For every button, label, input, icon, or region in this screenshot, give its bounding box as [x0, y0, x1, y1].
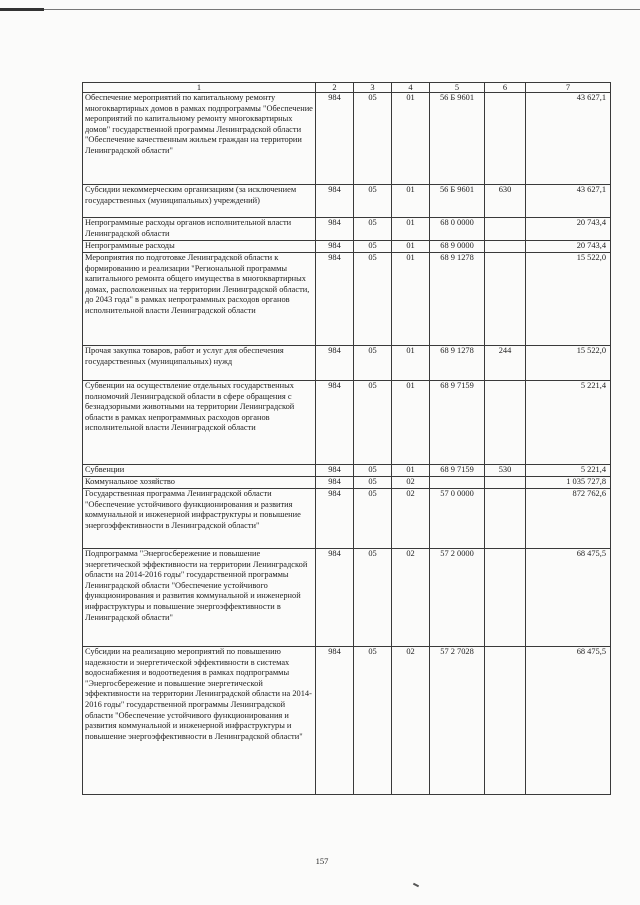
row-code-6	[485, 477, 526, 489]
table-row	[83, 241, 611, 253]
table-row	[83, 477, 611, 489]
row-name: Мероприятия по подготовке Ленинградской области к формированию и реализации "Региональной программы капитального ремонта общего имущества в многоквартирных домах, расположенных на территории Ленинградской области, до 2043 года" в рамках непрограммных расходов органов исполнительной власти Ленинградской области	[83, 253, 316, 346]
row-code-5	[430, 477, 485, 489]
row-code-6	[485, 93, 526, 185]
row-code-4: 01	[392, 253, 430, 346]
row-code-6	[485, 241, 526, 253]
header-cell-6: 6	[485, 83, 526, 93]
row-amount: 5 221,4	[526, 381, 611, 465]
row-code-3: 05	[354, 253, 392, 346]
row-code-6	[485, 647, 526, 795]
row-name: Коммунальное хозяйство	[83, 477, 316, 489]
row-amount: 43 627,1	[526, 93, 611, 185]
table-row	[83, 253, 611, 346]
row-code-5: 57 0 0000	[430, 489, 485, 549]
row-code-5: 68 0 0000	[430, 218, 485, 241]
header-cell-3: 3	[354, 83, 392, 93]
row-name: Прочая закупка товаров, работ и услуг для обеспечения государственных (муниципальных) нужд	[83, 346, 316, 381]
row-code-4: 02	[392, 549, 430, 647]
row-amount: 20 743,4	[526, 218, 611, 241]
header-cell-1: 1	[83, 83, 316, 93]
table-row	[83, 346, 611, 381]
row-code-6	[485, 549, 526, 647]
row-code-5: 57 2 7028	[430, 647, 485, 795]
row-name: Непрограммные расходы органов исполнительной власти Ленинградской области	[83, 218, 316, 241]
table-header-row	[83, 83, 611, 93]
row-code-4: 01	[392, 346, 430, 381]
row-code-4: 02	[392, 647, 430, 795]
row-code-2: 984	[316, 647, 354, 795]
table-row	[83, 218, 611, 241]
row-code-5: 56 Б 9601	[430, 185, 485, 218]
row-name: Субсидии на реализацию мероприятий по повышению надежности и энергетической эффективности в системах водоснабжения и водоотведения в рамках подпрограммы "Энергосбережение и повышение энергетической эффективности на территории Ленинградской области на 2014-2016 годы" государственной программы Ленинградской области "Обеспечение устойчивого функционирования и развития коммунальной и инженерной инфраструктуры и повышение энергоэффективности в Ленинградской области"	[83, 647, 316, 795]
table-row	[83, 185, 611, 218]
row-code-2: 984	[316, 477, 354, 489]
table-row	[83, 647, 611, 795]
row-name: Непрограммные расходы	[83, 241, 316, 253]
row-name: Субвенции	[83, 465, 316, 477]
table-row	[83, 549, 611, 647]
header-cell-5: 5	[430, 83, 485, 93]
row-code-2: 984	[316, 93, 354, 185]
row-code-3: 05	[354, 647, 392, 795]
row-code-3: 05	[354, 218, 392, 241]
row-code-6	[485, 218, 526, 241]
row-code-2: 984	[316, 465, 354, 477]
row-code-2: 984	[316, 185, 354, 218]
header-cell-2: 2	[316, 83, 354, 93]
row-amount: 872 762,6	[526, 489, 611, 549]
row-code-6: 244	[485, 346, 526, 381]
row-code-6	[485, 253, 526, 346]
row-amount: 68 475,5	[526, 549, 611, 647]
row-code-3: 05	[354, 489, 392, 549]
row-code-4: 01	[392, 185, 430, 218]
row-name: Государственная программа Ленинградской области "Обеспечение устойчивого функционирования и развития коммунальной и инженерной инфраструктуры и повышение энергоэффективности в Ленинградской области"	[83, 489, 316, 549]
row-code-2: 984	[316, 381, 354, 465]
scan-top-line	[44, 9, 640, 10]
page-number: 157	[315, 856, 329, 866]
row-code-4: 02	[392, 477, 430, 489]
row-code-5: 68 9 1278	[430, 346, 485, 381]
scan-speck	[413, 883, 419, 888]
row-code-2: 984	[316, 253, 354, 346]
row-code-3: 05	[354, 185, 392, 218]
table-row	[83, 93, 611, 185]
row-code-5: 56 Б 9601	[430, 93, 485, 185]
row-amount: 43 627,1	[526, 185, 611, 218]
row-amount: 1 035 727,8	[526, 477, 611, 489]
row-code-5: 68 9 1278	[430, 253, 485, 346]
row-code-4: 01	[392, 241, 430, 253]
row-code-6	[485, 489, 526, 549]
row-code-3: 05	[354, 346, 392, 381]
row-amount: 20 743,4	[526, 241, 611, 253]
row-amount: 5 221,4	[526, 465, 611, 477]
row-code-4: 01	[392, 465, 430, 477]
row-amount: 68 475,5	[526, 647, 611, 795]
row-amount: 15 522,0	[526, 253, 611, 346]
row-code-4: 01	[392, 381, 430, 465]
row-code-4: 01	[392, 218, 430, 241]
row-code-2: 984	[316, 549, 354, 647]
row-code-3: 05	[354, 465, 392, 477]
row-code-4: 01	[392, 93, 430, 185]
row-code-2: 984	[316, 218, 354, 241]
row-code-3: 05	[354, 381, 392, 465]
row-code-5: 68 9 7159	[430, 381, 485, 465]
row-code-5: 68 9 7159	[430, 465, 485, 477]
row-code-4: 02	[392, 489, 430, 549]
row-code-5: 57 2 0000	[430, 549, 485, 647]
row-name: Подпрограмма "Энергосбережение и повышение энергетической эффективности на территории Ленинградской области на 2014-2016 годы" государственной программы Ленинградской области "Обеспечение устойчивого функционирования и развития коммунальной и инженерной инфраструктуры и повышение энергоэффективности в Ленинградской области"	[83, 549, 316, 647]
row-amount: 15 522,0	[526, 346, 611, 381]
row-code-6: 630	[485, 185, 526, 218]
row-name: Субвенции на осуществление отдельных государственных полномочий Ленинградской области в сфере обращения с безнадзорными животными на территории Ленинградской области в рамках непрограммных расходов органов исполнительной власти Ленинградской области	[83, 381, 316, 465]
table-row	[83, 489, 611, 549]
table-row	[83, 381, 611, 465]
table-row	[83, 465, 611, 477]
row-code-3: 05	[354, 549, 392, 647]
row-code-2: 984	[316, 241, 354, 253]
row-code-2: 984	[316, 346, 354, 381]
row-name: Обеспечение мероприятий по капитальному ремонту многоквартирных домов в рамках подпрограммы "Обеспечение мероприятий по капитальному ремонту многоквартирных домов" государственной программы Ленинградской области "Обеспечение качественным жильем граждан на территории Ленинградской области"	[83, 93, 316, 185]
budget-table	[82, 82, 611, 795]
row-code-3: 05	[354, 241, 392, 253]
row-code-2: 984	[316, 489, 354, 549]
row-name: Субсидии некоммерческим организациям (за исключением государственных (муниципальных) учреждений)	[83, 185, 316, 218]
scan-edge-mark	[0, 8, 44, 11]
row-code-6: 530	[485, 465, 526, 477]
row-code-3: 05	[354, 93, 392, 185]
header-cell-4: 4	[392, 83, 430, 93]
row-code-3: 05	[354, 477, 392, 489]
row-code-6	[485, 381, 526, 465]
row-code-5: 68 9 0000	[430, 241, 485, 253]
header-cell-7: 7	[526, 83, 611, 93]
